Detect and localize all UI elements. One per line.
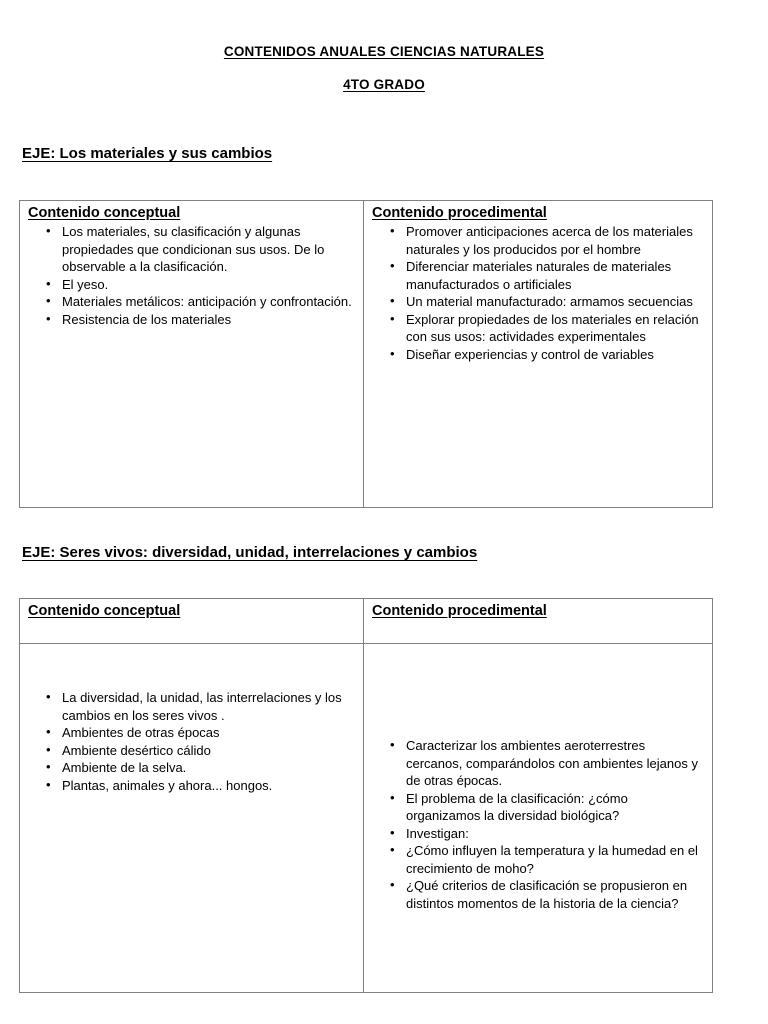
list-item: • Ambientes de otras épocas (62, 724, 355, 742)
list-procedimental (372, 737, 704, 912)
cell-conceptual (20, 201, 364, 508)
table-row (20, 201, 713, 508)
list-item: • Diferenciar materiales naturales de materiales manufacturados o artificiales (406, 258, 704, 293)
list-item: • Investigan: (406, 825, 704, 843)
table-header-row (20, 599, 713, 644)
list-item: • Promover anticipaciones acerca de los materiales naturales y los producidos por el hombre (406, 223, 704, 258)
table-row (20, 644, 713, 993)
column-header-procedimental: Contenido procedimental (372, 603, 547, 619)
cell-procedimental-header (364, 599, 713, 644)
list-item: • El yeso. (62, 276, 355, 294)
column-header-procedimental: Contenido procedimental (372, 205, 547, 221)
cell-conceptual-header (20, 599, 364, 644)
list-conceptual (28, 223, 355, 328)
list-item: • El problema de la clasificación: ¿cómo organizamos la diversidad biológica? (406, 790, 704, 825)
list-item: • Ambiente de la selva. (62, 759, 355, 777)
list-item: • Explorar propiedades de los materiales en relación con sus usos: actividades experimentales (406, 311, 704, 346)
list-item: • ¿Qué criterios de clasificación se propusieron en distintos momentos de la historia de la ciencia? (406, 877, 704, 912)
list-conceptual (28, 689, 355, 794)
column-header-conceptual: Contenido conceptual (28, 603, 181, 619)
list-item: • Un material manufacturado: armamos secuencias (406, 293, 704, 311)
list-item: • Materiales metálicos: anticipación y confrontación. (62, 293, 355, 311)
cell-procedimental (364, 644, 713, 993)
list-item: • Plantas, animales y ahora... hongos. (62, 777, 355, 795)
document-subtitle-text: 4TO GRADO (343, 77, 425, 92)
document-subtitle (0, 77, 768, 92)
list-item: • ¿Cómo influyen la temperatura y la humedad en el crecimiento de moho? (406, 842, 704, 877)
list-item: • Diseñar experiencias y control de variables (406, 346, 704, 364)
table-materiales (19, 200, 713, 508)
list-item: • Ambiente desértico cálido (62, 742, 355, 760)
section-heading-materiales: EJE: Los materiales y sus cambios (22, 145, 273, 162)
list-item: • Caracterizar los ambientes aeroterrestres cercanos, comparándolos con ambientes lejanos y de otras épocas. (406, 737, 704, 790)
document-title (0, 44, 768, 59)
list-item: • Resistencia de los materiales (62, 311, 355, 329)
list-item: • La diversidad, la unidad, las interrelaciones y los cambios en los seres vivos . (62, 689, 355, 724)
list-item: • Los materiales, su clasificación y algunas propiedades que condicionan sus usos. De lo observable a la clasificación. (62, 223, 355, 276)
cell-procedimental (364, 201, 713, 508)
table-seres-vivos (19, 598, 713, 993)
section-heading-seres-vivos: EJE: Seres vivos: diversidad, unidad, interrelaciones y cambios (22, 544, 478, 561)
column-header-conceptual: Contenido conceptual (28, 205, 181, 221)
document-title-text: CONTENIDOS ANUALES CIENCIAS NATURALES (223, 44, 545, 59)
list-procedimental (372, 223, 704, 363)
cell-conceptual (20, 644, 364, 993)
